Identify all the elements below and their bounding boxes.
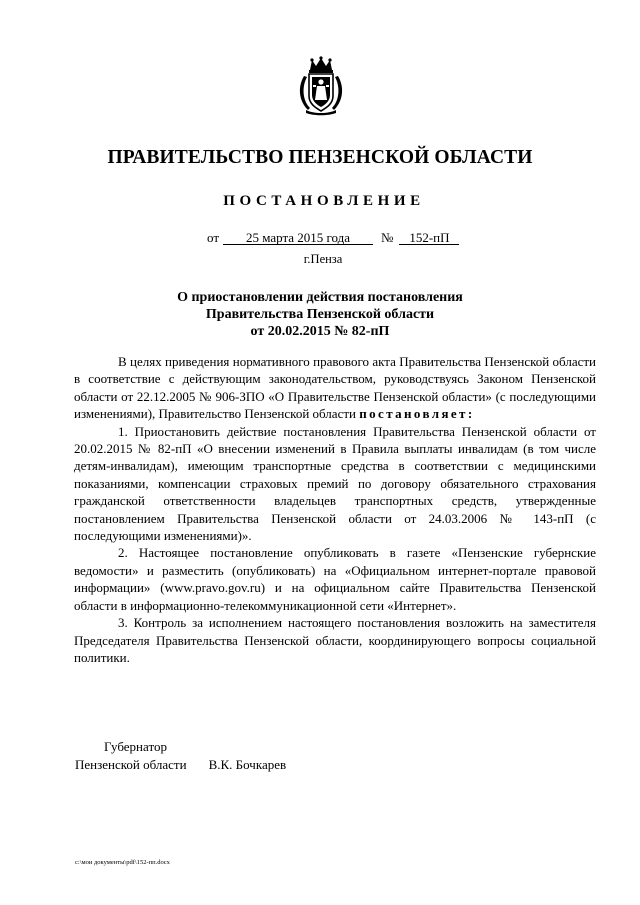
signature-title-line2: Пензенской области [75, 757, 187, 772]
preamble-text: В целях приведения нормативного правового акта Правительства Пензенской области в соответствие с действующим законодательством, руководствуясь Законом Пензенской области от 22.12.2005 № 906-ЗПО «О Правительстве Пензенской области» (с последующими изменениями), Правительство Пензенской области [74, 354, 596, 422]
document-subject [0, 289, 640, 340]
subject-line: О приостановлении действия постановления [177, 290, 463, 305]
document-type: ПОСТАНОВЛЕНИЕ [223, 193, 425, 209]
subject-line: Правительства Пензенской области [205, 307, 435, 322]
file-path-footer: c:\мои документы\pdf\152-пп.docx [75, 859, 170, 866]
date-number-line [207, 230, 459, 246]
city: г.Пенза [303, 252, 343, 266]
item-1: 1. Приостановить действие постановления Правительства Пензенской области от 20.02.2015 № 82-пП «О внесении изменений в Правила выплаты инвалидам (в том числе детям-инвалидам), имеющим транспортные средства в соответствии с медицинскими показаниями, компенсации страховых премий по договору обязательного страхования гражданской ответственности владельцев транспортных средств, утвержденные постановлением Правительства Пензенской области от 24.03.2006 № 143-пП (с последующими изменениями)». [74, 423, 596, 544]
subject-line: от 20.02.2015 № 82-пП [250, 324, 390, 339]
document-date: 25 марта 2015 года [223, 231, 373, 245]
document-number: 152-пП [399, 231, 459, 245]
signature-title-line1: Губернатор [104, 739, 167, 754]
item-3: 3. Контроль за исполнением настоящего постановления возложить на заместителя Председателя Правительства Пензенской области, координирующего вопросы социальной политики. [74, 615, 596, 665]
coat-of-arms-icon [296, 56, 346, 116]
decree-word: постановляет: [359, 406, 475, 422]
number-prefix: № [381, 230, 394, 245]
item-2: 2. Настоящее постановление опубликовать в газете «Пензенские губернские ведомости» и разместить (опубликовать) на «Официальном интернет-портале правовой информации» (www.pravo.gov.ru) и на официальном сайте Правительства Пензенской области в информационно-телекоммуникационной сети «Интернет». [74, 545, 596, 613]
date-prefix: от [207, 230, 220, 245]
signature-line [75, 757, 286, 773]
signatory-name: В.К. Бочкарев [208, 757, 287, 772]
government-title: ПРАВИТЕЛЬСТВО ПЕНЗЕНСКОЙ ОБЛАСТИ [107, 147, 533, 168]
document-body [74, 353, 596, 666]
preamble-paragraph [74, 353, 596, 423]
